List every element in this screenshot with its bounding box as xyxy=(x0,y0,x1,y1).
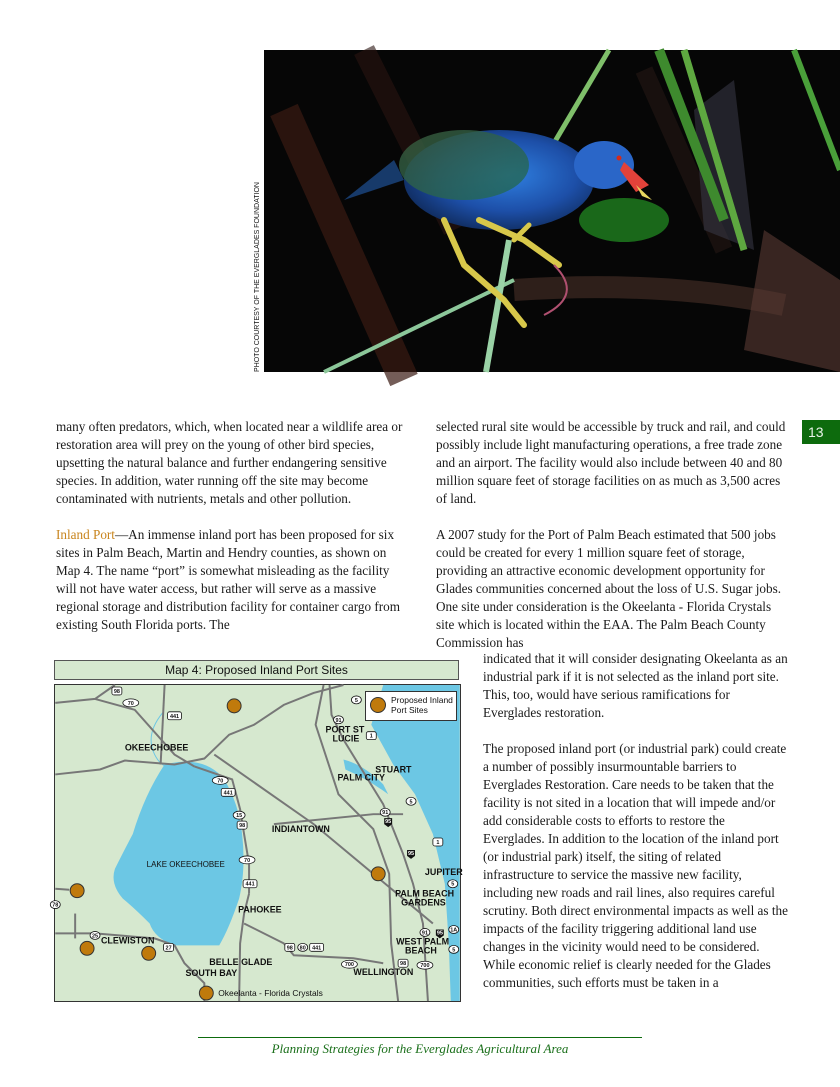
port-site-marker xyxy=(70,884,84,898)
shield-5: 5 xyxy=(452,947,456,954)
label-palm-city: PALM CITY xyxy=(337,772,385,783)
label-jupiter: JUPITER xyxy=(424,866,463,877)
shield-98: 98 xyxy=(400,961,407,968)
shield-80: 80 xyxy=(299,945,306,952)
shield-1a: 1A xyxy=(450,927,458,934)
label-south-bay: SOUTH BAY xyxy=(185,968,238,979)
label-pahokee: PAHOKEE xyxy=(238,904,282,915)
paragraph-inland-port xyxy=(56,526,406,634)
legend-site-marker xyxy=(370,697,386,713)
label-lake-okeechobee: LAKE OKEECHOBEE xyxy=(146,859,225,869)
map-legend xyxy=(365,691,457,721)
paragraph-2007-study: A 2007 study for the Port of Palm Beach estimated that 500 jobs could be created for every 1 million square feet of storage, providing an attractive economic development opportunity for Glades communities concerned about the loss of U.S. Sugar jobs. One site under consideration is the Okeelanta - Florida Crystals site which is located within the EAA. The Palm Beach County Commission has xyxy=(436,527,782,650)
label-west-palm-beach-2: BEACH xyxy=(405,945,437,956)
shield-700: 700 xyxy=(420,963,430,970)
paragraph-okeelanta: indicated that it will consider designating Okeelanta as an industrial park if it is not selected as the inland port site. This, too, would have serious ramifications for Everglades restoration. xyxy=(483,651,788,720)
paragraph-barriers: The proposed inland port (or industrial park) could create a number of possibly insurmountable barriers to Everglades Restoration. Care needs to be taken that the facility is not sited in a location that will impede and/or add considerable costs to efforts to restore the Everglades. In addition to the location of the inland port (or industrial park) itself, the siting of related infrastructure to service the massive new facility, including new roads and rail lines, also requires careful scrutiny. Both direct environmental impacts as well as the impacts of the facility triggering additional land use changes in the vicinity would need to be considered. While economic relief is clearly needed for the Glades communities, such efforts must be taken in a xyxy=(483,741,788,990)
label-wellington: WELLINGTON xyxy=(353,967,414,978)
shield-5: 5 xyxy=(451,881,455,888)
shield-700: 700 xyxy=(344,962,354,969)
label-west-palm-beach: WEST PALM xyxy=(396,936,450,947)
paragraph-rural-site: selected rural site would be accessible by truck and rail, and could possibly include light manufacturing operations, a free trade zone and an airport. The facility would also include between 40 and 80 million square feet of storage facilities on as much as 3,500 acres of land. xyxy=(436,419,786,506)
bird-photo-graphic xyxy=(264,50,840,372)
port-site-marker xyxy=(80,941,94,955)
port-site-marker xyxy=(227,699,241,713)
column-2 xyxy=(436,418,786,652)
inland-port-heading: Inland Port xyxy=(56,527,115,542)
footer-rule xyxy=(198,1037,642,1038)
shield-70: 70 xyxy=(217,778,224,785)
shield-70: 70 xyxy=(127,700,134,707)
label-okeechobee: OKEECHOBEE xyxy=(124,742,189,753)
inland-port-map xyxy=(54,684,461,1002)
label-indiantown: INDIANTOWN xyxy=(271,824,330,835)
shield-78: 78 xyxy=(52,902,59,909)
page-number: 13 xyxy=(802,420,840,444)
label-port-st-lucie: PORT ST xyxy=(325,724,365,735)
shield-95: 95 xyxy=(385,819,392,826)
label-belle-glade: BELLE GLADE xyxy=(209,957,273,968)
shield-441: 441 xyxy=(169,713,180,720)
label-clewiston: CLEWISTON xyxy=(100,935,155,946)
port-site-marker-okeelanta xyxy=(199,986,213,1000)
shield-1: 1 xyxy=(369,733,373,740)
shield-91: 91 xyxy=(335,717,342,724)
shield-1: 1 xyxy=(436,839,440,846)
label-port-st-lucie-2: LUCIE xyxy=(332,733,360,744)
inland-port-body: —An immense inland port has been proposed for six sites in Palm Beach, Martin and Hendry counties, as shown on Map 4. The name “port” is somewhat misleading as the facility will not have water access, but rather will serve as a massive regional storage and distribution facility for container cargo from existing South Florida ports. The xyxy=(56,527,400,632)
shield-98: 98 xyxy=(239,823,246,830)
shield-5: 5 xyxy=(409,799,413,806)
label-stuart: STUART xyxy=(375,764,412,775)
shield-441: 441 xyxy=(223,790,233,797)
shield-27: 27 xyxy=(165,945,172,952)
bird-photo xyxy=(264,50,840,372)
shield-91: 91 xyxy=(382,810,389,817)
column-2-continued xyxy=(483,650,788,992)
legend-label: Proposed Inland Port Sites xyxy=(391,695,453,715)
shield-441: 441 xyxy=(312,945,322,952)
shield-70: 70 xyxy=(244,857,251,864)
map-graphic xyxy=(52,685,463,1001)
column-1 xyxy=(56,418,406,634)
shield-98: 98 xyxy=(113,688,120,695)
paragraph-predators: many often predators, which, when located near a wildlife area or restoration area will prey on the young of other bird species, upsetting the natural balance and further endangering sensitive species. In addition, water running off the site may become contaminated with nutrients, metals and other pollution. xyxy=(56,419,403,506)
photo-credit: PHOTO COURTESY OF THE EVERGLADES FOUNDATION xyxy=(254,182,261,372)
shield-15: 15 xyxy=(236,813,243,820)
label-palm-beach-gardens-2: GARDENS xyxy=(401,897,446,908)
shield-441: 441 xyxy=(245,881,255,888)
okeelanta-label: Okeelanta - Florida Crystals xyxy=(218,988,323,999)
label-palm-beach-gardens: PALM BEACH xyxy=(395,888,455,899)
shield-91: 91 xyxy=(421,930,428,937)
footer-title: Planning Strategies for the Everglades Agricultural Area xyxy=(271,1041,569,1056)
shield-95: 95 xyxy=(436,930,443,937)
shield-98: 98 xyxy=(286,945,293,952)
shield-5: 5 xyxy=(354,697,358,704)
port-site-marker xyxy=(371,867,385,881)
map-title: Map 4: Proposed Inland Port Sites xyxy=(54,660,459,680)
shield-95: 95 xyxy=(407,850,415,857)
port-site-marker xyxy=(142,946,156,960)
shield-25: 25 xyxy=(91,933,99,940)
